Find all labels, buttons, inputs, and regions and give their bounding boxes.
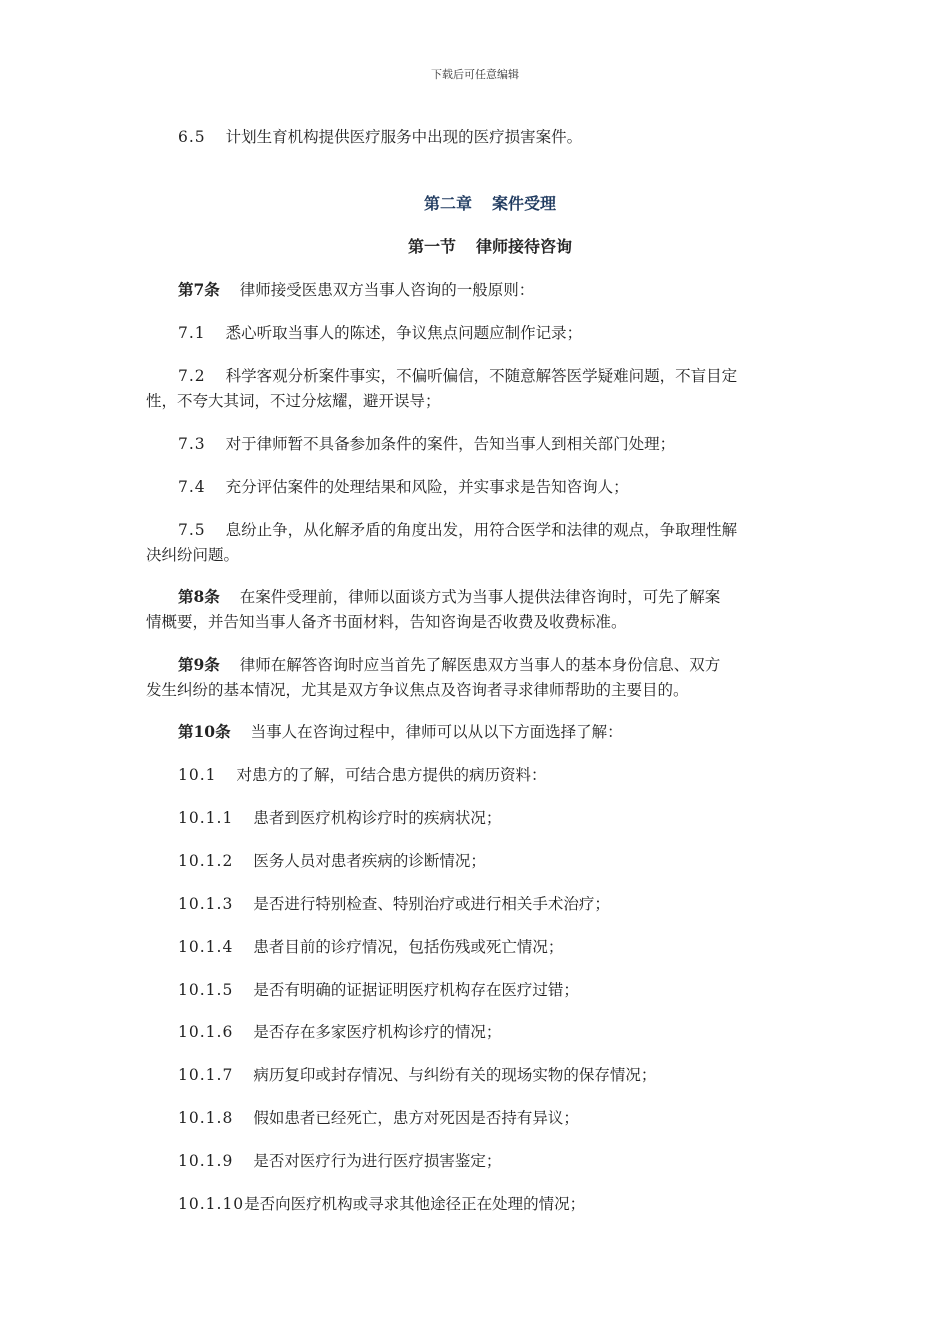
clause-text: 患者目前的诊疗情况，包括伤残或死亡情况；	[253, 938, 564, 956]
clause-10-1-6	[178, 1022, 501, 1042]
clause-number: 10.1.7	[178, 1066, 234, 1084]
clause-number: 7.3	[178, 435, 206, 453]
clause-10-1-7	[178, 1065, 656, 1085]
clause-10-1	[178, 765, 547, 785]
article-text: 在案件受理前，律师以面谈方式为当事人提供法律咨询时，可先了解案	[239, 588, 721, 606]
clause-text: 科学客观分析案件事实，不偏听偏信，不随意解答医学疑难问题，不盲目定	[225, 367, 738, 385]
clause-7-4	[178, 477, 629, 497]
clause-number: 10.1.10	[178, 1195, 245, 1213]
clause-text: 患者到医疗机构诊疗时的疾病状况；	[253, 809, 502, 827]
clause-text: 是否向医疗机构或寻求其他途径正在处理的情况；	[244, 1195, 586, 1213]
article-label: 第7条	[178, 280, 220, 299]
article-text: 当事人在咨询过程中，律师可以从以下方面选择了解：	[250, 723, 623, 741]
clause-text: 充分评估案件的处理结果和风险，并实事求是告知咨询人；	[225, 478, 629, 496]
clause-10-1-4	[178, 937, 563, 957]
clause-number: 10.1.2	[178, 852, 234, 870]
clause-number: 10.1.5	[178, 981, 234, 999]
clause-7-5	[178, 520, 737, 540]
clause-number: 10.1.3	[178, 895, 234, 913]
clause-number: 10.1.8	[178, 1109, 234, 1127]
clause-text: 是否有明确的证据证明医疗机构存在医疗过错；	[253, 981, 579, 999]
clause-text: 计划生育机构提供医疗服务中出现的医疗损害案件。	[225, 128, 583, 146]
clause-7-5-continued: 决纠纷问题。	[146, 546, 240, 564]
article-label: 第10条	[178, 722, 231, 741]
article-9-continued: 发生纠纷的基本情况，尤其是双方争议焦点及咨询者寻求律师帮助的主要目的。	[146, 681, 689, 699]
clause-10-1-8	[178, 1108, 579, 1128]
clause-text: 是否存在多家医疗机构诊疗的情况；	[253, 1023, 502, 1041]
clause-number: 10.1.9	[178, 1152, 234, 1170]
clause-number: 10.1	[178, 766, 217, 784]
clause-number: 10.1.6	[178, 1023, 234, 1041]
clause-10-1-3	[178, 894, 610, 914]
clause-text: 是否对医疗行为进行医疗损害鉴定；	[253, 1152, 502, 1170]
section-title: 律师接待咨询	[476, 237, 573, 256]
article-8	[178, 587, 720, 607]
clause-number: 7.4	[178, 478, 206, 496]
article-text: 律师在解答咨询时应当首先了解医患双方当事人的基本身份信息、双方	[239, 656, 721, 674]
article-9	[178, 655, 720, 675]
clause-7-2-continued: 性，不夸大其词，不过分炫耀，避开误导；	[146, 392, 441, 410]
clause-text: 对于律师暂不具备参加条件的案件，告知当事人到相关部门处理；	[225, 435, 676, 453]
clause-text: 假如患者已经死亡，患方对死因是否持有异议；	[253, 1109, 579, 1127]
clause-number: 6.5	[178, 128, 206, 146]
article-label: 第8条	[178, 587, 220, 606]
clause-number: 7.1	[178, 324, 206, 342]
clause-10-1-10	[178, 1194, 585, 1214]
chapter-heading	[0, 194, 950, 214]
article-7	[178, 280, 534, 300]
clause-number: 10.1.4	[178, 938, 234, 956]
clause-number: 7.5	[178, 521, 206, 539]
chapter-title: 案件受理	[492, 194, 557, 213]
clause-10-1-1	[178, 808, 501, 828]
clause-text: 悉心听取当事人的陈述，争议焦点问题应制作记录；	[225, 324, 583, 342]
section-heading	[0, 237, 950, 257]
section-label: 第一节	[407, 237, 456, 256]
clause-text: 息纷止争，从化解矛盾的角度出发，用符合医学和法律的观点，争取理性解	[225, 521, 738, 539]
page-header: 下载后可任意编辑	[431, 68, 519, 81]
clause-10-1-9	[178, 1151, 501, 1171]
clause-text: 医务人员对患者疾病的诊断情况；	[253, 852, 486, 870]
clause-7-3	[178, 434, 675, 454]
article-10	[178, 722, 623, 742]
clause-number: 10.1.1	[178, 809, 234, 827]
clause-10-1-2	[178, 851, 486, 871]
article-label: 第9条	[178, 655, 220, 674]
article-text: 律师接受医患双方当事人咨询的一般原则：	[239, 281, 535, 299]
chapter-label: 第二章	[423, 194, 472, 213]
clause-text: 病历复印或封存情况、与纠纷有关的现场实物的保存情况；	[253, 1066, 657, 1084]
clause-text: 对患方的了解，可结合患方提供的病历资料：	[236, 766, 547, 784]
clause-6-5	[178, 127, 582, 147]
clause-text: 是否进行特别检查、特别治疗或进行相关手术治疗；	[253, 895, 610, 913]
clause-7-1	[178, 323, 582, 343]
clause-number: 7.2	[178, 367, 206, 385]
article-8-continued: 情概要，并告知当事人备齐书面材料，告知咨询是否收费及收费标准。	[146, 613, 627, 631]
clause-7-2	[178, 366, 737, 386]
clause-10-1-5	[178, 980, 579, 1000]
